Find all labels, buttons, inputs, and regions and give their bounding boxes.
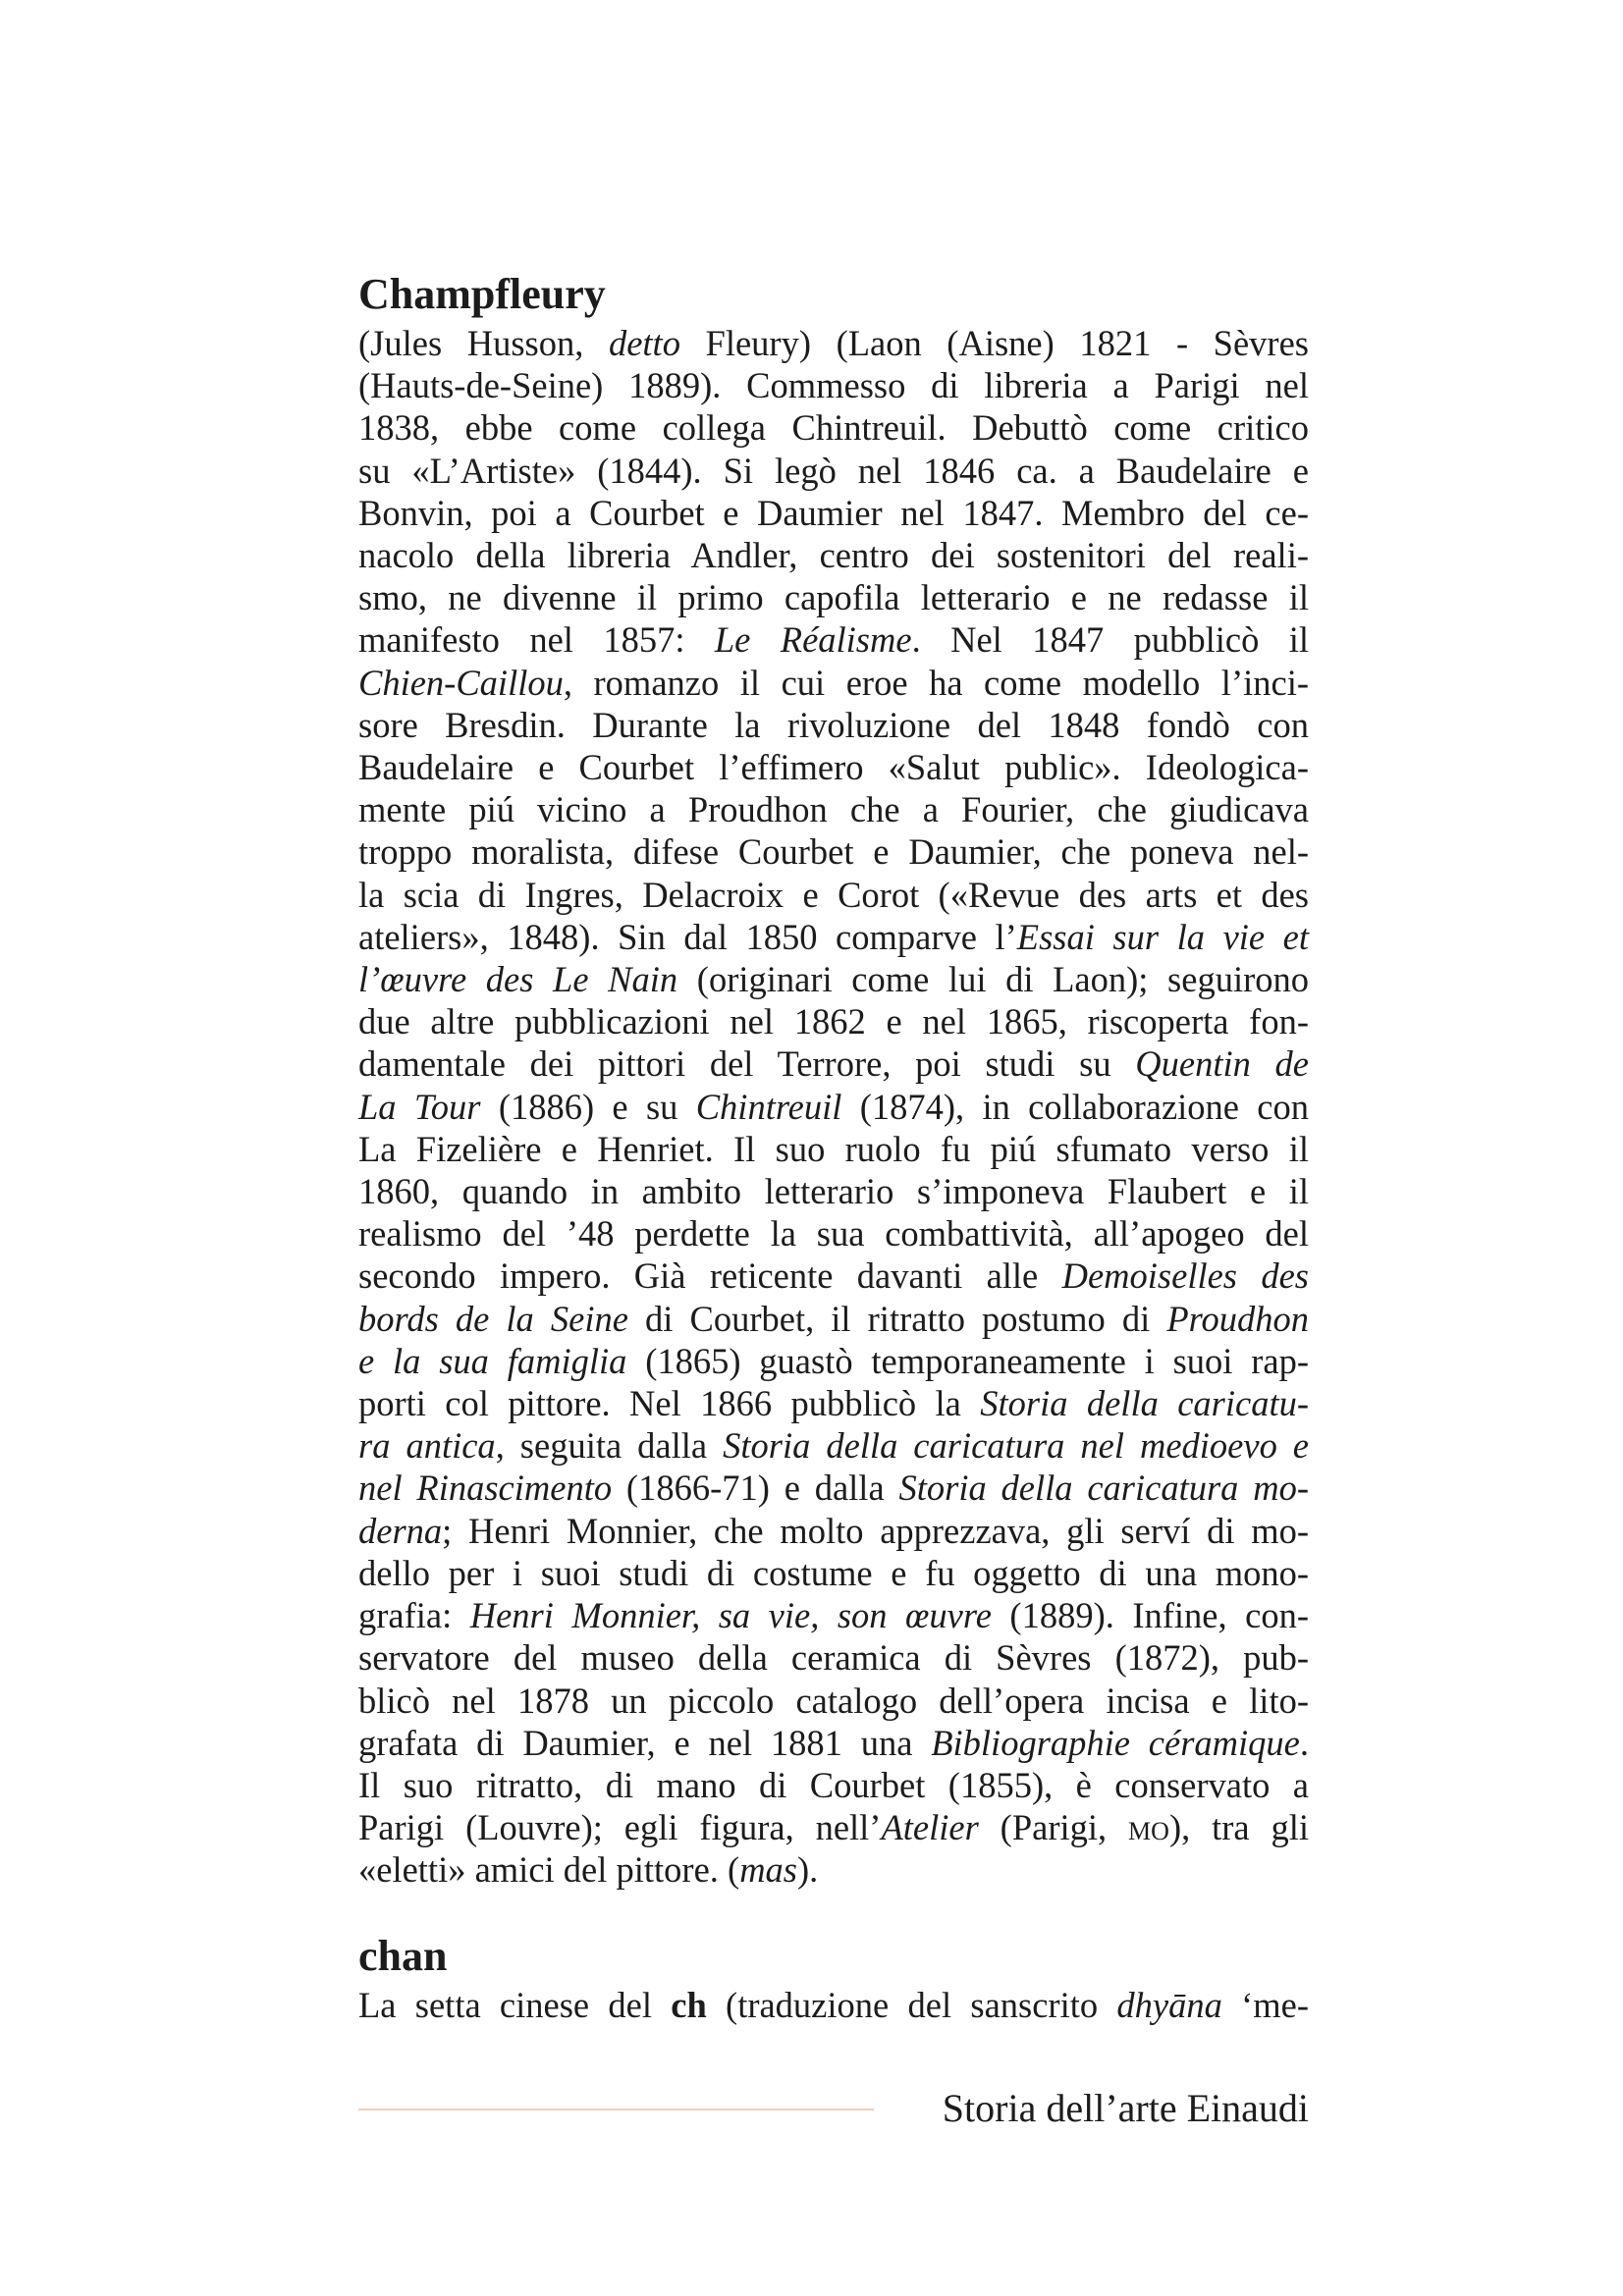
text-line: manifesto nel 1857: Le Réalisme. Nel 1847 pubblicò il [358, 619, 1310, 661]
text-line: derna; Henri Monnier, che molto apprezzava, gli serví di mo- [358, 1510, 1309, 1551]
italic-title: ra antica [358, 1425, 496, 1467]
footer-publisher-text: Storia dell’arte Einaudi [942, 2086, 1309, 2130]
text-line: bords de la Seine di Courbet, il ritratto postumo di Proudhon [358, 1298, 1310, 1339]
bold-term: ch [671, 1984, 707, 2025]
text-line: 1860, quando in ambito letterario s’imponeva Flaubert e il [358, 1171, 1309, 1212]
italic-title: mas [739, 1849, 798, 1891]
text-line: mente piú vicino a Proudhon che a Fourier, che giudicava [358, 789, 1309, 830]
italic-title: detto [608, 323, 680, 363]
text-line: «eletti» amici del pittore. (mas). [358, 1849, 819, 1891]
text-line: dello per i suoi studi di costume e fu oggetto di una mono- [358, 1552, 1309, 1593]
entry-body [358, 1984, 1309, 2026]
text-line: nel Rinascimento (1866-71) e dalla Storia della caricatura mo- [358, 1468, 1309, 1509]
text-line: realismo del ’48 perdette la sua combattività, all’apogeo del [358, 1213, 1309, 1255]
text-line: e la sua famiglia (1865) guastò temporaneamente i suoi rap- [358, 1340, 1309, 1381]
italic-title: Storia della caricatura nel medioevo e [723, 1425, 1310, 1467]
italic-title: Quentin de [1135, 1043, 1309, 1085]
text-line: grafia: Henri Monnier, sa vie, son œuvre (1889). Infine, con- [358, 1595, 1309, 1636]
italic-title: Henri Monnier, sa vie, son œuvre [469, 1595, 992, 1636]
text-line: due altre pubblicazioni nel 1862 e nel 1865, riscoperta fon- [358, 1001, 1309, 1042]
italic-title: Atelier [881, 1807, 979, 1848]
italic-title: Storia della caricatura mo- [898, 1468, 1309, 1509]
page-footer [358, 2084, 1309, 2133]
text-line: grafata di Daumier, e nel 1881 una Bibliographie céramique. [358, 1722, 1309, 1763]
footer-rule [358, 2109, 874, 2110]
text-line: Baudelaire e Courbet l’effimero «Salut public». Ideologica- [358, 747, 1309, 788]
text-line: l’œuvre des Le Nain (originari come lui di Laon); seguirono [358, 959, 1309, 1000]
italic-title: Proudhon [1166, 1298, 1310, 1339]
text-line: servatore del museo della ceramica di Sèvres (1872), pub- [358, 1637, 1309, 1679]
italic-title: dhyāna [1116, 1984, 1222, 2025]
page-content [358, 267, 1309, 2026]
entry-title: Champfleury [358, 270, 606, 318]
text-line: troppo moralista, difese Courbet e Daumier, che poneva nel- [358, 831, 1309, 873]
italic-title: l’œuvre des Le Nain [358, 959, 678, 1000]
text-line: smo, ne divenne il primo capofila letterario e ne redasse il [358, 577, 1309, 618]
text-line: La Tour (1886) e su Chintreuil (1874), in collaborazione con [358, 1086, 1309, 1127]
text-line: la scia di Ingres, Delacroix e Corot («Revue des arts et des [358, 874, 1309, 915]
text-line: su «L’Artiste» (1844). Si legò nel 1846 ca. a Baudelaire e [358, 450, 1309, 491]
italic-title: Essai sur la vie et [1016, 916, 1310, 957]
entry-body [358, 322, 1309, 1892]
text-line: Parigi (Louvre); egli figura, nell’Atelier (Parigi, mo), tra gli [358, 1807, 1310, 1848]
text-line: (Hauts-de-Seine) 1889). Commesso di libreria a Parigi nel [358, 365, 1309, 406]
text-line: sore Bresdin. Durante la rivoluzione del 1848 fondò con [358, 704, 1309, 745]
italic-title: Le Réalisme [714, 619, 912, 661]
text-line: (Jules Husson, detto Fleury) (Laon (Aisne) 1821 - Sèvres [358, 323, 1309, 363]
text-line: blicò nel 1878 un piccolo catalogo dell’opera incisa e lito- [358, 1680, 1309, 1721]
small-caps-abbrev: mo [1128, 1807, 1169, 1848]
text-line: porti col pittore. Nel 1866 pubblicò la Storia della caricatu- [358, 1383, 1309, 1424]
text-line: secondo impero. Già reticente davanti alle Demoiselles des [358, 1255, 1310, 1297]
italic-title: La Tour [358, 1086, 481, 1127]
text-line: ra antica, seguita dalla Storia della caricatura nel medioevo e [358, 1425, 1310, 1467]
entry-champfleury [358, 267, 1309, 1892]
italic-title: nel Rinascimento [358, 1468, 613, 1509]
entry-chan [358, 1929, 1309, 2026]
text-line: La Fizelière e Henriet. Il suo ruolo fu piú sfumato verso il [358, 1128, 1309, 1169]
italic-title: Chien-Caillou [358, 662, 564, 703]
text-line: Bonvin, poi a Courbet e Daumier nel 1847. Membro del ce- [358, 492, 1309, 533]
text-line: 1838, ebbe come collega Chintreuil. Debuttò come critico [358, 407, 1309, 449]
text-line: nacolo della libreria Andler, centro dei sostenitori del reali- [358, 535, 1309, 576]
text-line: Il suo ritratto, di mano di Courbet (1855), è conservato a [358, 1764, 1309, 1805]
italic-title: derna [358, 1510, 443, 1551]
italic-title: e la sua famiglia [358, 1340, 627, 1381]
italic-title: Bibliographie céramique [931, 1722, 1300, 1763]
italic-title: bords de la Seine [358, 1298, 628, 1339]
italic-title: Chintreuil [695, 1086, 842, 1127]
text-line: Chien-Caillou, romanzo il cui eroe ha come modello l’inci- [358, 662, 1309, 703]
italic-title: Demoiselles des [1061, 1255, 1310, 1297]
text-line: La setta cinese del ch (traduzione del sanscrito dhyāna ‘me- [358, 1984, 1310, 2025]
entry-title: chan [358, 1931, 448, 1980]
italic-title: Storia della caricatu- [980, 1383, 1309, 1424]
text-line: damentale dei pittori del Terrore, poi studi su Quentin de [358, 1043, 1309, 1085]
text-line: ateliers», 1848). Sin dal 1850 comparve l’Essai sur la vie et [358, 916, 1310, 957]
